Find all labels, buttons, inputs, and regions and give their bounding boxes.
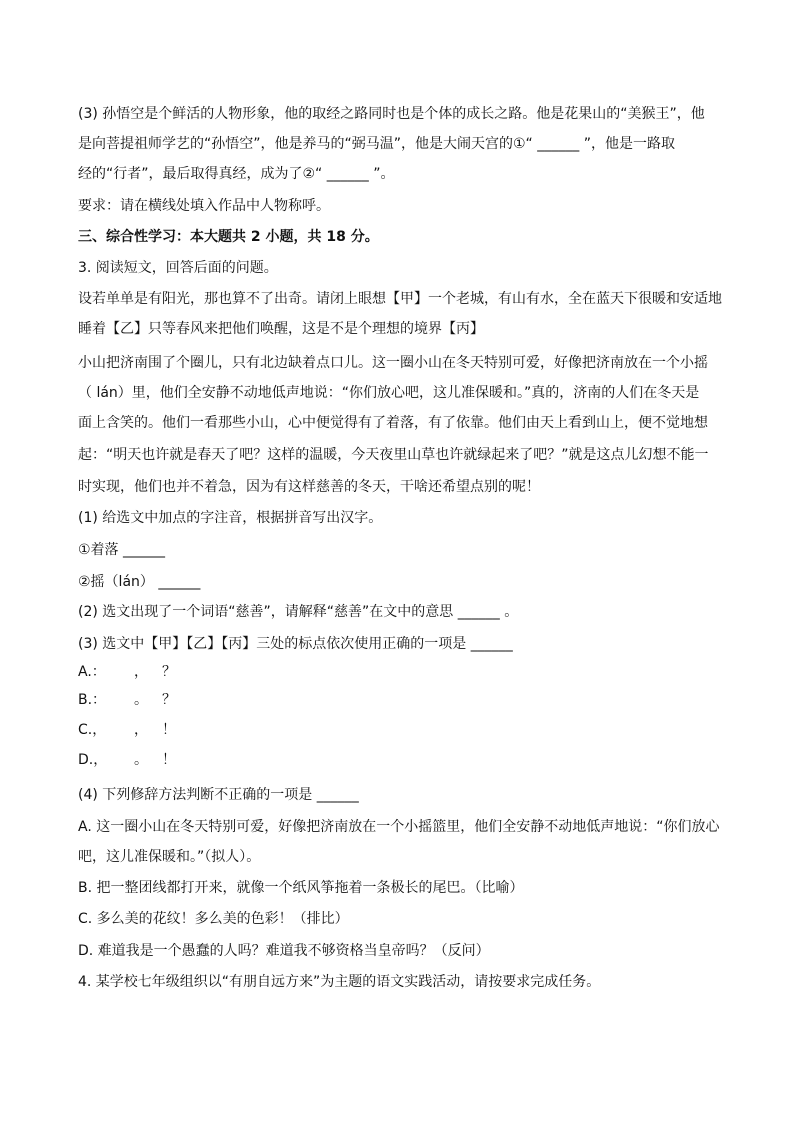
- option-punct-1: ，: [134, 722, 148, 738]
- q3-sub3-line-1: (3) 孙悟空是个鲜活的人物形象，他的取经之路同时也是个体的成长之路。他是花果山的“美猴王”，他: [78, 106, 705, 122]
- option-b: [78, 691, 190, 709]
- option-d: [78, 751, 190, 769]
- option-punct-1: 。: [134, 692, 148, 708]
- passage-line-5: 面上含笑的。他们一看那些小山，心中便觉得有了着落，有了依靠。他们由天上看到山上，便不觉地想: [78, 415, 708, 431]
- passage-line-6: 起：“明天也许就是春天了吧？这样的温暖，今天夜里山草也许就绿起来了吧？”就是这点儿幻想不能一: [78, 447, 709, 463]
- question-3-title: 3. 阅读短文，回答后面的问题。: [78, 260, 278, 276]
- requirement-line: 要求：请在横线处填入作品中人物称呼。: [78, 198, 330, 214]
- option-label: C.，: [78, 722, 107, 738]
- option-punct-2: ？: [162, 692, 176, 708]
- passage-line-4: （ lán）里，他们全安静不动地低声地说：“你们放心吧，这儿准保暖和。”真的，济南的人们在冬天是: [78, 385, 700, 401]
- sub-question-4-option-d: D. 难道我是一个愚蠢的人吗？难道我不够资格当皇帝吗？（反问）: [78, 943, 490, 959]
- option-punct-1: ，: [134, 664, 148, 680]
- sub-question-4-option-a-line-2: 吧，这儿准保暖和。”（拟人）。: [78, 849, 261, 865]
- question-4-title: 4. 某学校七年级组织以“有朋自远方来”为主题的语文实践活动，请按要求完成任务。: [78, 974, 601, 990]
- passage-line-3: 小山把济南围了个圈儿，只有北边缺着点口儿。这一圈小山在冬天特别可爱，好像把济南放在一个小摇: [78, 355, 708, 371]
- option-punct-2: ！: [162, 752, 176, 768]
- q3-sub3-line-3: 经的“行者”，最后取得真经，成为了②“ ______ ”。: [78, 166, 395, 182]
- option-punct-1: 。: [134, 752, 148, 768]
- q3-sub3-line-2: 是向菩提祖师学艺的“孙悟空”，他是养马的“弼马温”，他是大闹天宫的①“ ______ ”，他是一路取: [78, 136, 675, 152]
- option-a: [78, 663, 190, 681]
- passage-line-7: 时实现，他们也并不着急，因为有这样慈善的冬天，干啥还希望点别的呢！: [78, 479, 540, 495]
- sub-question-4-option-a-line-1: A. 这一圈小山在冬天特别可爱，好像把济南放在一个小摇篮里，他们全安静不动地低声地说：“你们放心: [78, 819, 720, 835]
- option-c: [78, 721, 190, 739]
- sub-question-2: (2) 选文出现了一个词语“慈善”，请解释“慈善”在文中的意思 ______ 。: [78, 604, 519, 620]
- option-punct-2: ！: [162, 722, 176, 738]
- sub-question-3: (3) 选文中【甲】【乙】【丙】三处的标点依次使用正确的一项是 ______: [78, 636, 513, 652]
- passage-line-1: 设若单单是有阳光，那也算不了出奇。请闭上眼想【甲】一个老城，有山有水，全在蓝天下很暖和安适地: [78, 291, 722, 307]
- sub-question-1-item-2: ②摇（lán） ______: [78, 574, 201, 590]
- sub-question-4-option-b: B. 把一整团线都打开来，就像一个纸风筝拖着一条极长的尾巴。（比喻）: [78, 880, 524, 896]
- sub-question-1-item-1: ①着落 ______: [78, 542, 166, 558]
- option-punct-2: ？: [162, 664, 176, 680]
- passage-line-2: 睡着【乙】只等春风来把他们唤醒，这是不是个理想的境界【丙】: [78, 321, 484, 337]
- sub-question-4-option-c: C. 多么美的花纹！多么美的色彩！（排比）: [78, 911, 349, 927]
- option-label: D.，: [78, 752, 108, 768]
- option-label: B.：: [78, 692, 107, 708]
- option-label: A.：: [78, 664, 106, 680]
- sub-question-1: (1) 给选文中加点的字注音，根据拼音写出汉字。: [78, 510, 383, 526]
- section-heading: 三、综合性学习：本大题共 2 小题，共 18 分。: [78, 229, 379, 245]
- sub-question-4: (4) 下列修辞方法判断不正确的一项是 ______: [78, 787, 359, 803]
